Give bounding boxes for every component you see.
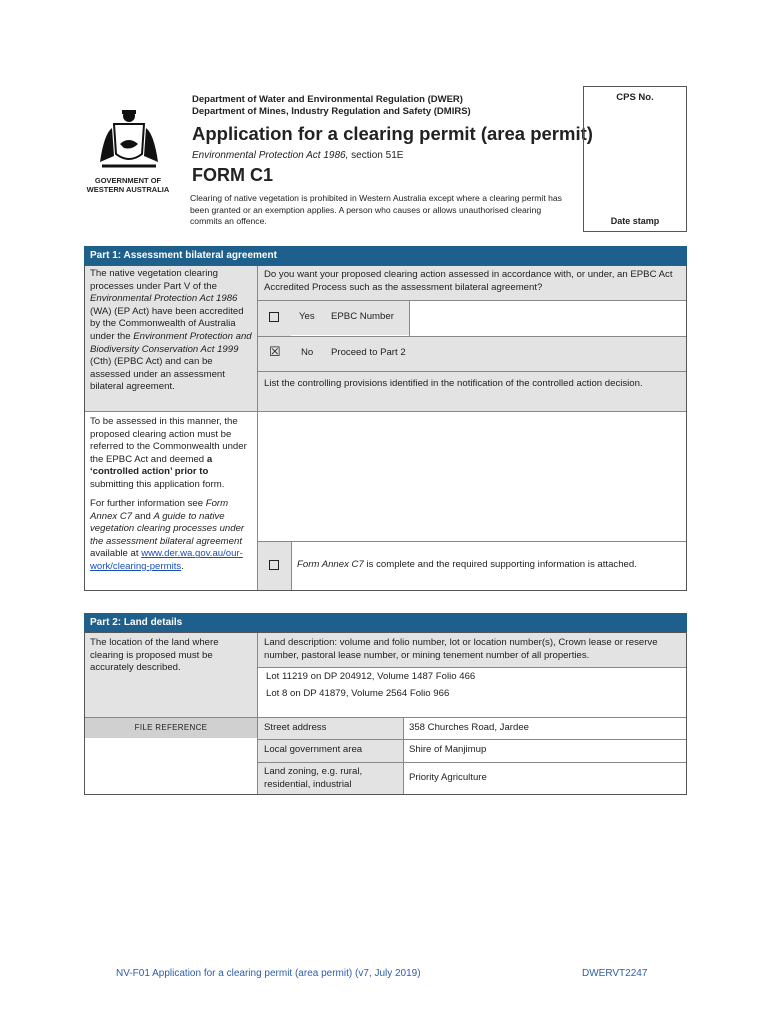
land-zoning-label: Land zoning, e.g. rural, residential, industrial (264, 766, 363, 790)
land-description-field[interactable] (266, 671, 475, 700)
dept-dwer: Department of Water and Environmental Regulation (DWER) (192, 94, 463, 105)
footer-form-reference: NV-F01 Application for a clearing permit (area permit) (v7, July 2019) (116, 968, 421, 979)
subtitle-section: section 51E (348, 150, 404, 161)
file-reference-field[interactable] (85, 739, 257, 794)
annex-c7-statement (297, 559, 685, 572)
cps-stamp-box[interactable] (583, 86, 687, 232)
info-text-c: and (132, 510, 154, 522)
referral-text-a: To be assessed in this manner, the proposed clearing action must be referred to the Commonwealth under the EPBC Act and deemed (90, 416, 247, 465)
controlling-provisions-field[interactable] (259, 412, 685, 540)
part1-referral-text (90, 416, 254, 492)
land-line-1: Lot 11219 on DP 204912, Volume 1487 Folio 466 (266, 671, 476, 682)
intro-text-e: (Cth) (EPBC Act) and can be assessed under an assessment bilateral agreement. (90, 356, 225, 393)
date-stamp-label: Date stamp (610, 216, 660, 226)
controlling-provisions-prompt: List the controlling provisions identified in the notification of the controlled action decision. (264, 378, 643, 389)
epbc-number-field[interactable] (414, 311, 682, 325)
wa-coat-of-arms-logo (86, 106, 172, 179)
epbc-question: Do you want your proposed clearing action assessed in accordance with, or under, an EPBC Act Accredited Process such as the assessment bilateral agreement? (264, 269, 673, 293)
part1-rule (258, 336, 686, 337)
intro-text-a: The native vegetation clearing processes under Part V of the (90, 268, 218, 292)
no-action-label: Proceed to Part 2 (331, 347, 406, 358)
dept-dmirs: Department of Mines, Industry Regulation and Safety (DMIRS) (192, 106, 471, 117)
annex-title: Form Annex C7 (297, 559, 364, 570)
subtitle-act: Environmental Protection Act 1986, (192, 150, 349, 161)
part1-further-info-text (90, 498, 254, 574)
part2-divider (403, 718, 404, 794)
part1-rule (258, 300, 686, 301)
part1-divider (409, 300, 410, 336)
intro-text-c: (WA) (EP Act) have been accredited by the Commonwealth of Australia under the (90, 305, 244, 342)
form-title: Application for a clearing permit (area permit) (192, 123, 593, 144)
street-address-value[interactable]: 358 Churches Road, Jardee (409, 722, 529, 733)
part2-rule (85, 717, 686, 718)
no-checkbox[interactable]: ☒ (269, 344, 281, 359)
info-text-f: . (181, 560, 184, 572)
land-zoning-value[interactable]: Priority Agriculture (409, 772, 487, 783)
part1-rule (258, 371, 686, 372)
intro-ep-act: Environmental Protection Act 1986 (90, 293, 238, 305)
yes-checkbox[interactable] (269, 312, 279, 322)
offence-notice: Clearing of native vegetation is prohibited in Western Australia except where a clearing permit has been granted or an exemption applies. A person who causes or allows unauthorised clearing commits an offence. (190, 193, 562, 226)
part2-heading: Part 2: Land details (84, 613, 687, 632)
part1-intro-text (90, 268, 252, 394)
info-guide: A guide to native vegetation clearing processes under the assessment bilateral agreement (90, 510, 245, 547)
referral-text-bold: a ‘controlled action’ prior to (90, 453, 213, 478)
form-number: FORM C1 (192, 165, 273, 185)
referral-text-c: submitting this application form. (90, 478, 225, 490)
info-annex: Form Annex C7 (90, 498, 229, 522)
annex-c7-checkbox[interactable] (269, 560, 279, 570)
cps-number-label: CPS No. (616, 92, 654, 103)
annex-text: is complete and the required supporting information is attached. (363, 559, 637, 570)
info-text-e: available at (90, 548, 142, 560)
part2-rule (258, 762, 686, 763)
part1-divider (291, 542, 292, 590)
file-reference-header: FILE REFERENCE (85, 718, 257, 738)
clearing-permits-link[interactable]: www.der.wa.gov.au/our-work/clearing-permits (90, 548, 243, 572)
part1-heading: Part 1: Assessment bilateral agreement (84, 246, 687, 265)
land-location-instruction: The location of the land where clearing is proposed must be accurately described. (90, 637, 219, 674)
intro-epbc-act: Environment Protection and Biodiversity Conservation Act 1999 (90, 330, 252, 355)
part2-rule (258, 739, 686, 740)
part2-divider (257, 633, 258, 794)
part2-rule (258, 667, 686, 668)
yes-label: Yes (299, 311, 315, 322)
epbc-number-label: EPBC Number (331, 311, 394, 322)
government-label (82, 176, 174, 194)
form-subtitle (192, 150, 403, 161)
land-line-2: Lot 8 on DP 41879, Volume 2564 Folio 966 (266, 687, 450, 699)
gov-line-2: WESTERN AUSTRALIA (86, 185, 170, 194)
street-address-label: Street address (264, 722, 327, 733)
gov-line-1: GOVERNMENT OF (94, 176, 162, 185)
lga-value[interactable]: Shire of Manjimup (409, 744, 487, 755)
no-label: No (301, 347, 314, 358)
land-description-prompt: Land description: volume and folio number, lot or location number(s), Crown lease or reserve number, pastoral lease number, or mining tenement number of all properties. (264, 637, 658, 661)
footer-document-code: DWERVT2247 (582, 968, 648, 979)
info-text-a: For further information see (90, 498, 206, 509)
lga-label: Local government area (264, 744, 363, 755)
department-names (192, 94, 471, 118)
part1-rule (258, 541, 686, 542)
